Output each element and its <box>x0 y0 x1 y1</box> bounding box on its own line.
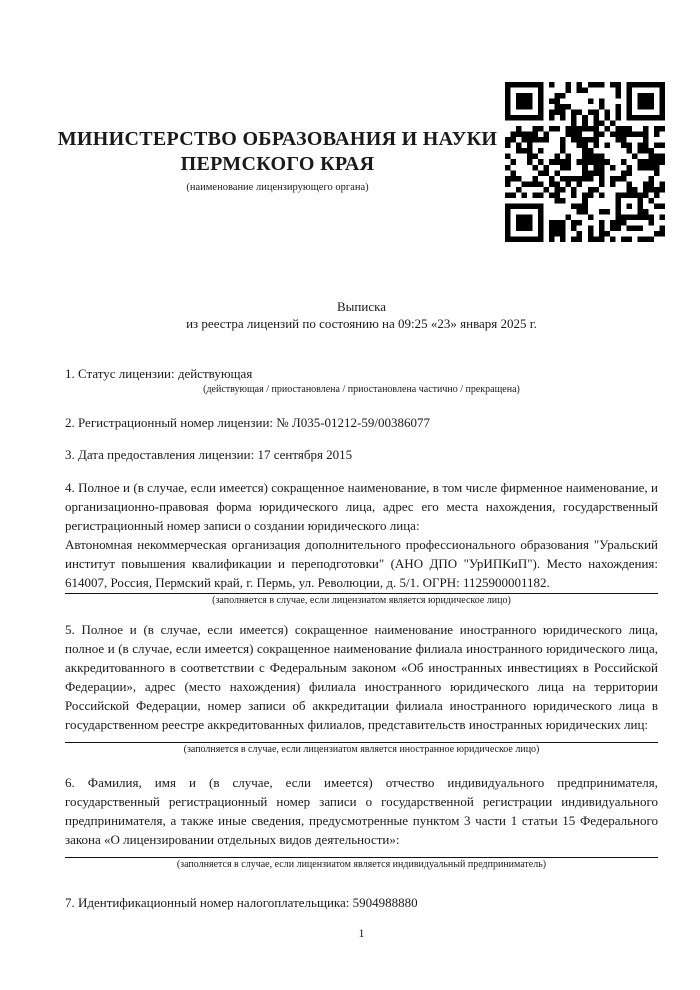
license-grant-date-text: 3. Дата предоставления лицензии: 17 сентября 2015 <box>65 447 353 462</box>
document-title-line1: Выписка <box>337 299 386 314</box>
item-legal-entity <box>65 478 658 607</box>
ministry-name-line2: ПЕРМСКОГО КРАЯ <box>180 153 375 175</box>
legal-entity-field-label: 4. Полное и (в случае, если имеется) сокращенное наименование, в том числе фирменное наименование, и организационно-правовая форма юридического лица, адрес его места нахождения, государственный регистрационный номер записи о создании юридического лица: <box>65 480 658 533</box>
item-individual-entrepreneur <box>65 773 658 871</box>
item-license-status <box>65 364 658 396</box>
taxpayer-number-text: 7. Идентификационный номер налогоплательщика: 5904988880 <box>65 895 418 910</box>
document-title <box>65 298 658 332</box>
individual-entrepreneur-field-label: 6. Фамилия, имя и (в случае, если имеется) отчество индивидуального предпринимателя, государственный регистрационный номер записи о государственной регистрации индивидуального предпринимателя, а также иные сведения, предусмотренные пунктом 3 части 1 статьи 15 Федерального закона «О лицензировании отдельных видов деятельности»: <box>65 775 658 847</box>
ministry-name-line1: МИНИСТЕРСТВО ОБРАЗОВАНИЯ И НАУКИ <box>57 128 498 150</box>
foreign-legal-entity-field-label: 5. Полное и (в случае, если имеется) сокращенное наименование иностранного юридического лица, полное и (в случае, если имеется) сокращенное наименование филиала иностранного юридического лица, аккредитованного в соответствии с Федеральным законом «Об иностранных инвестициях в Российской Федерации», адрес (место нахождения) филиала иностранного юридического лица на территории Российской Федерации, номер записи об аккредитации филиала иностранного юридического лица в государственном реестре аккредитованных филиалов, представительств иностранных юридических лиц: <box>65 622 658 732</box>
qr-code-icon <box>505 82 665 242</box>
item-taxpayer-number <box>65 893 658 912</box>
license-status-options-note: (действующая / приостановлена / приостановлена частично / прекращена) <box>203 384 520 395</box>
registration-number-text: 2. Регистрационный номер лицензии: № Л035-01212-59/00386077 <box>65 415 431 430</box>
document-title-line2: из реестра лицензий по состоянию на 09:25 «23» января 2025 г. <box>186 316 537 331</box>
legal-entity-field-value: Автономная некоммерческая организация дополнительного профессионального образования "Уральский институт повышения квалификации и переподготовки" (АНО ДПО "УрИПКиП"). Место нахождения: 614007, Россия, Пермский край, г. Пермь, ул. Революции, д. 5/1. ОГРН: 1125900001182. <box>65 537 658 590</box>
item-license-grant-date <box>65 445 658 464</box>
item-registration-number <box>65 413 658 432</box>
item-foreign-legal-entity <box>65 620 658 756</box>
license-status-text: 1. Статус лицензии: действующая <box>65 366 253 381</box>
page-number: 1 <box>358 926 365 940</box>
foreign-legal-entity-note: (заполняется в случае, если лицензиатом является иностранное юридическое лицо) <box>183 744 540 755</box>
licensing-authority-header <box>50 127 505 195</box>
legal-entity-note: (заполняется в случае, если лицензиатом является юридическое лицо) <box>212 595 511 606</box>
document-body <box>65 298 658 912</box>
licensing-authority-caption: (наименование лицензирующего органа) <box>186 182 369 193</box>
individual-entrepreneur-note: (заполняется в случае, если лицензиатом является индивидуальный предприниматель) <box>176 859 547 870</box>
